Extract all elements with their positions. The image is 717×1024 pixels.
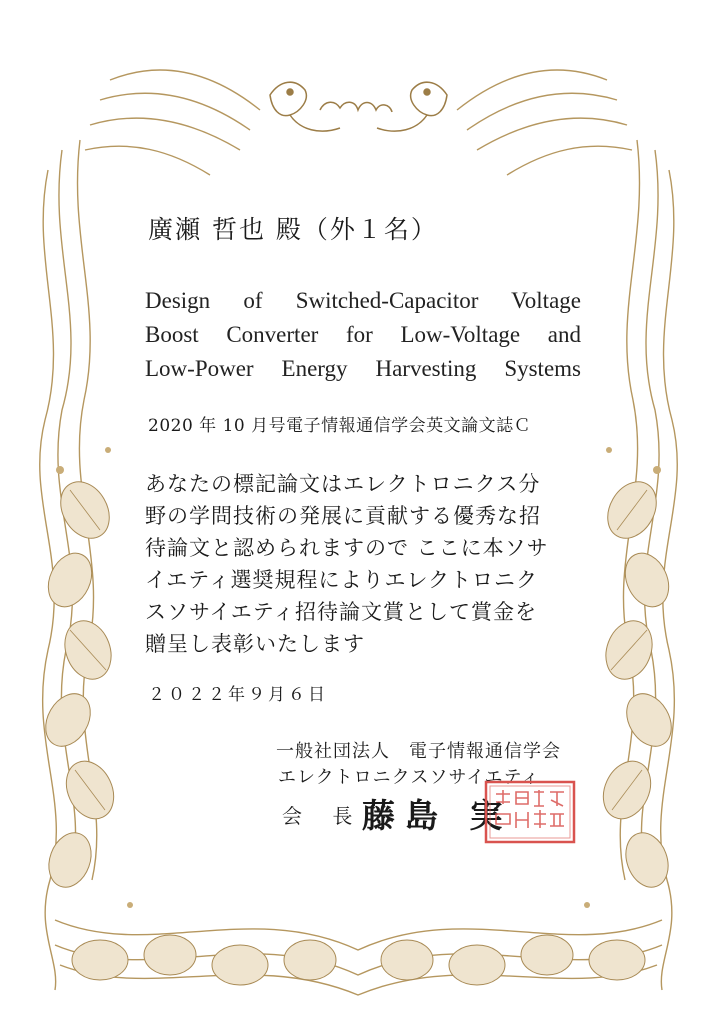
citation-line-2: 野の学問技術の発展に貢献する優秀な招 — [145, 504, 541, 528]
paper-title-line-2: Boost Converter for Low-Voltage and — [145, 322, 581, 347]
citation-line-6: 贈呈し表彰いたします — [145, 632, 365, 656]
award-date: ２０２２年９月６日 — [148, 685, 328, 705]
president-name: 藤島 実 — [362, 796, 513, 835]
journal-reference: 2020 年 10 月号電子情報通信学会英文論文誌Ｃ — [148, 416, 532, 436]
citation-line-1: あなたの標記論文はエレクトロニクス分 — [145, 472, 541, 496]
citation-line-4: イエティ選奨規程によりエレクトロニク — [145, 568, 539, 592]
paper-title — [145, 284, 581, 386]
society-name: エレクトロニクスソサイエティ — [278, 767, 541, 788]
citation-body — [145, 468, 581, 660]
official-seal-icon — [484, 780, 576, 844]
paper-title-line-3: Low-Power Energy Harvesting Systems — [145, 356, 581, 381]
citation-line-5: スソサイエティ招待論文賞として賞金を — [145, 600, 538, 624]
president-title: 会 長 — [282, 804, 365, 828]
recipient-name: 廣瀬 哲也 殿（外１名） — [148, 215, 438, 244]
citation-line-3: 待論文と認められますので ここに本ソサ — [145, 536, 549, 560]
organization-name: 一般社団法人 電子情報通信学会 — [276, 741, 561, 762]
paper-title-line-1: Design of Switched-Capacitor Voltage — [145, 288, 581, 313]
